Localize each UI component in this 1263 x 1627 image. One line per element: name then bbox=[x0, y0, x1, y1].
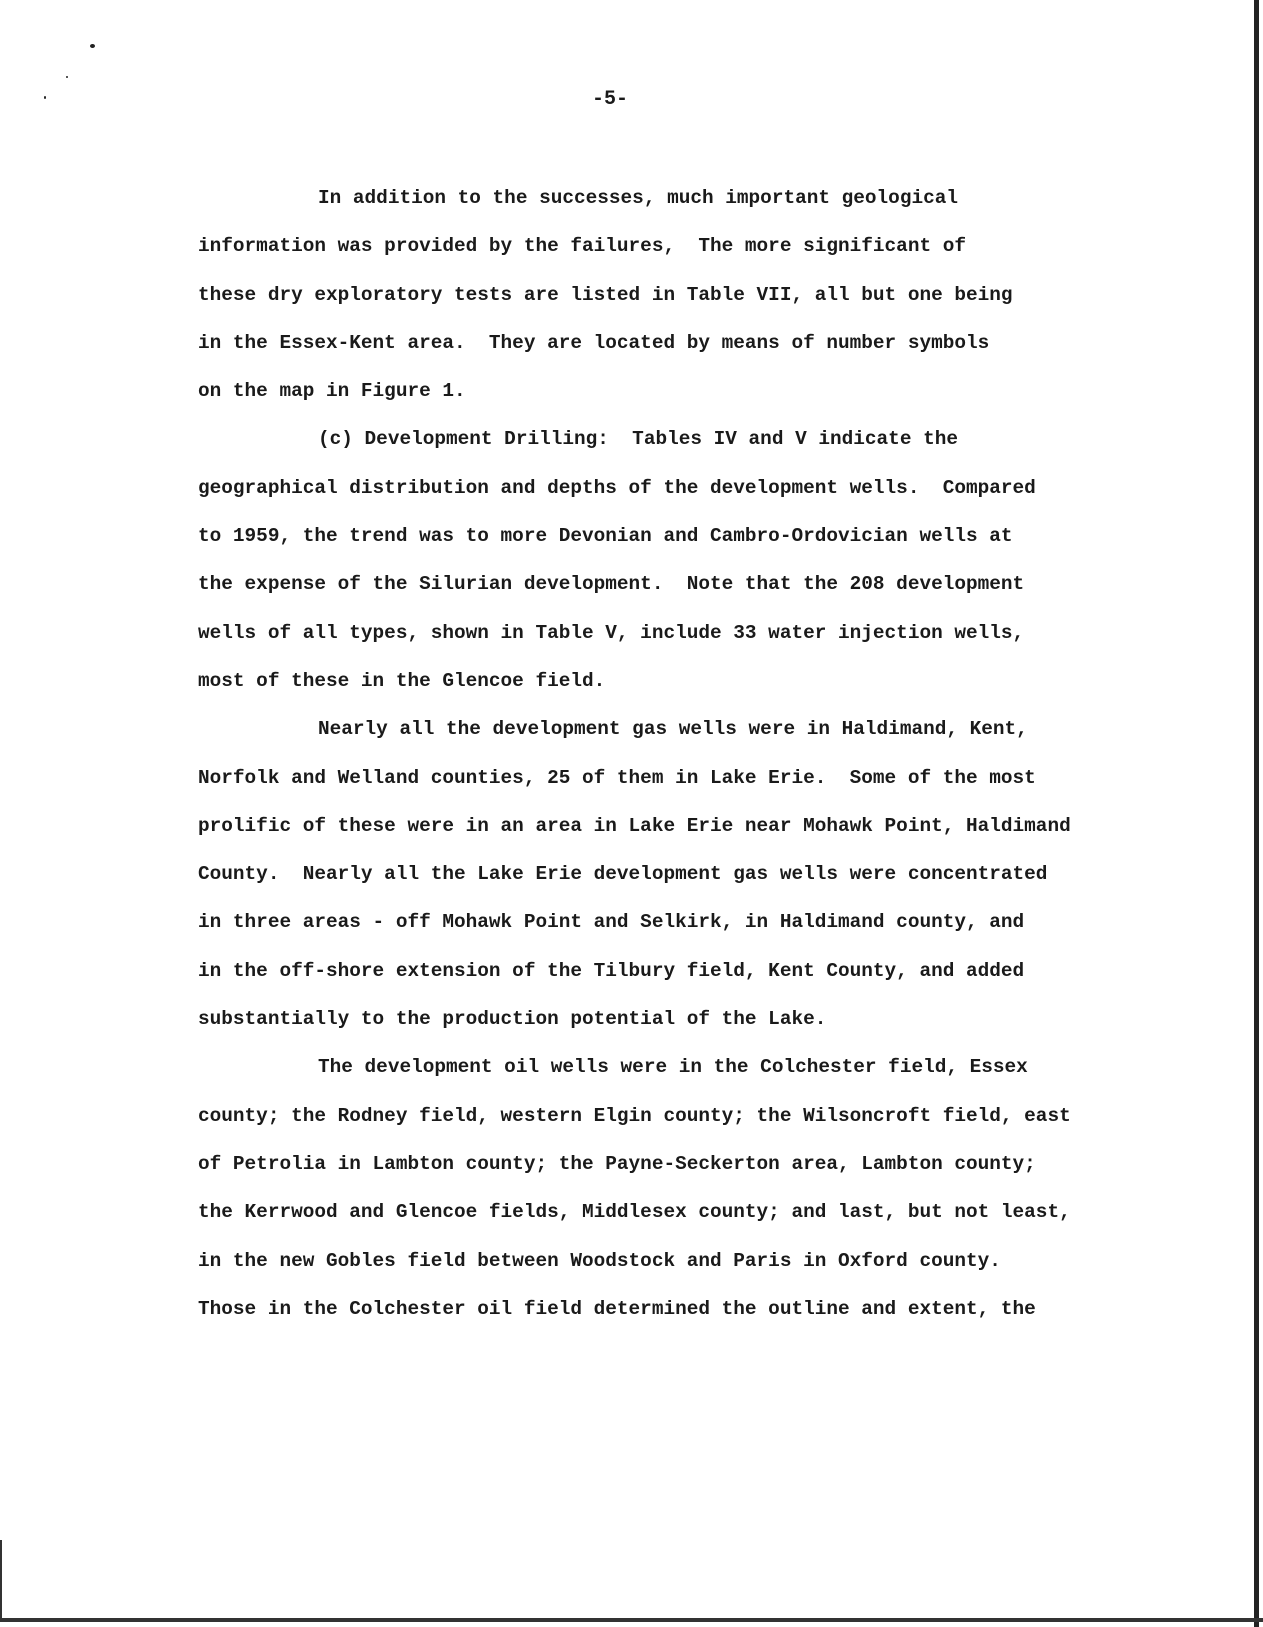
text-line: substantially to the production potential of the Lake. bbox=[198, 1008, 827, 1031]
scan-border-bottom bbox=[0, 1618, 1263, 1622]
body-text bbox=[198, 174, 1071, 1333]
text-line: wells of all types, shown in Table V, include 33 water injection wells, bbox=[198, 621, 1025, 644]
text-line: county; the Rodney field, western Elgin county; the Wilsoncroft field, east bbox=[198, 1104, 1071, 1127]
text-line: geographical distribution and depths of the development wells. Compared bbox=[198, 476, 1036, 499]
text-line: Those in the Colchester oil field determined the outline and extent, the bbox=[198, 1297, 1036, 1320]
text-line: of Petrolia in Lambton county; the Payne-Seckerton area, Lambton county; bbox=[198, 1152, 1036, 1175]
text-line: on the map in Figure 1. bbox=[198, 380, 466, 403]
scan-border-right bbox=[1254, 0, 1259, 1627]
scan-speck bbox=[66, 76, 68, 78]
text-line: The development oil wells were in the Colchester field, Essex bbox=[318, 1056, 1028, 1079]
text-line: these dry exploratory tests are listed in Table VII, all but one being bbox=[198, 283, 1013, 306]
text-line: in the new Gobles field between Woodstock and Paris in Oxford county. bbox=[198, 1249, 1001, 1272]
text-line: information was provided by the failures, The more significant of bbox=[198, 235, 966, 258]
text-line: to 1959, the trend was to more Devonian and Cambro-Ordovician wells at bbox=[198, 525, 1013, 548]
text-line: In addition to the successes, much important geological bbox=[318, 187, 958, 209]
text-line: prolific of these were in an area in Lake Erie near Mohawk Point, Haldimand bbox=[198, 814, 1071, 837]
text-line: in the Essex-Kent area. They are located by means of number symbols bbox=[198, 331, 990, 354]
text-line: in three areas - off Mohawk Point and Selkirk, in Haldimand county, and bbox=[198, 911, 1025, 934]
text-line: Nearly all the development gas wells were in Haldimand, Kent, bbox=[318, 718, 1028, 741]
text-line: County. Nearly all the Lake Erie development gas wells were concentrated bbox=[198, 863, 1048, 886]
text-line: (c) Development Drilling: Tables IV and V indicate the bbox=[318, 428, 958, 451]
scan-speck bbox=[90, 44, 95, 48]
text-line: in the off-shore extension of the Tilbury field, Kent County, and added bbox=[198, 959, 1025, 982]
scan-speck bbox=[44, 96, 46, 99]
text-line: the Kerrwood and Glencoe fields, Middlesex county; and last, but not least, bbox=[198, 1201, 1071, 1224]
text-line: most of these in the Glencoe field. bbox=[198, 669, 606, 692]
page-number: -5- bbox=[592, 88, 629, 111]
text-line: the expense of the Silurian development. Note that the 208 development bbox=[198, 573, 1025, 596]
scan-border-left bbox=[0, 1540, 2, 1622]
text-line: Norfolk and Welland counties, 25 of them in Lake Erie. Some of the most bbox=[198, 766, 1036, 789]
